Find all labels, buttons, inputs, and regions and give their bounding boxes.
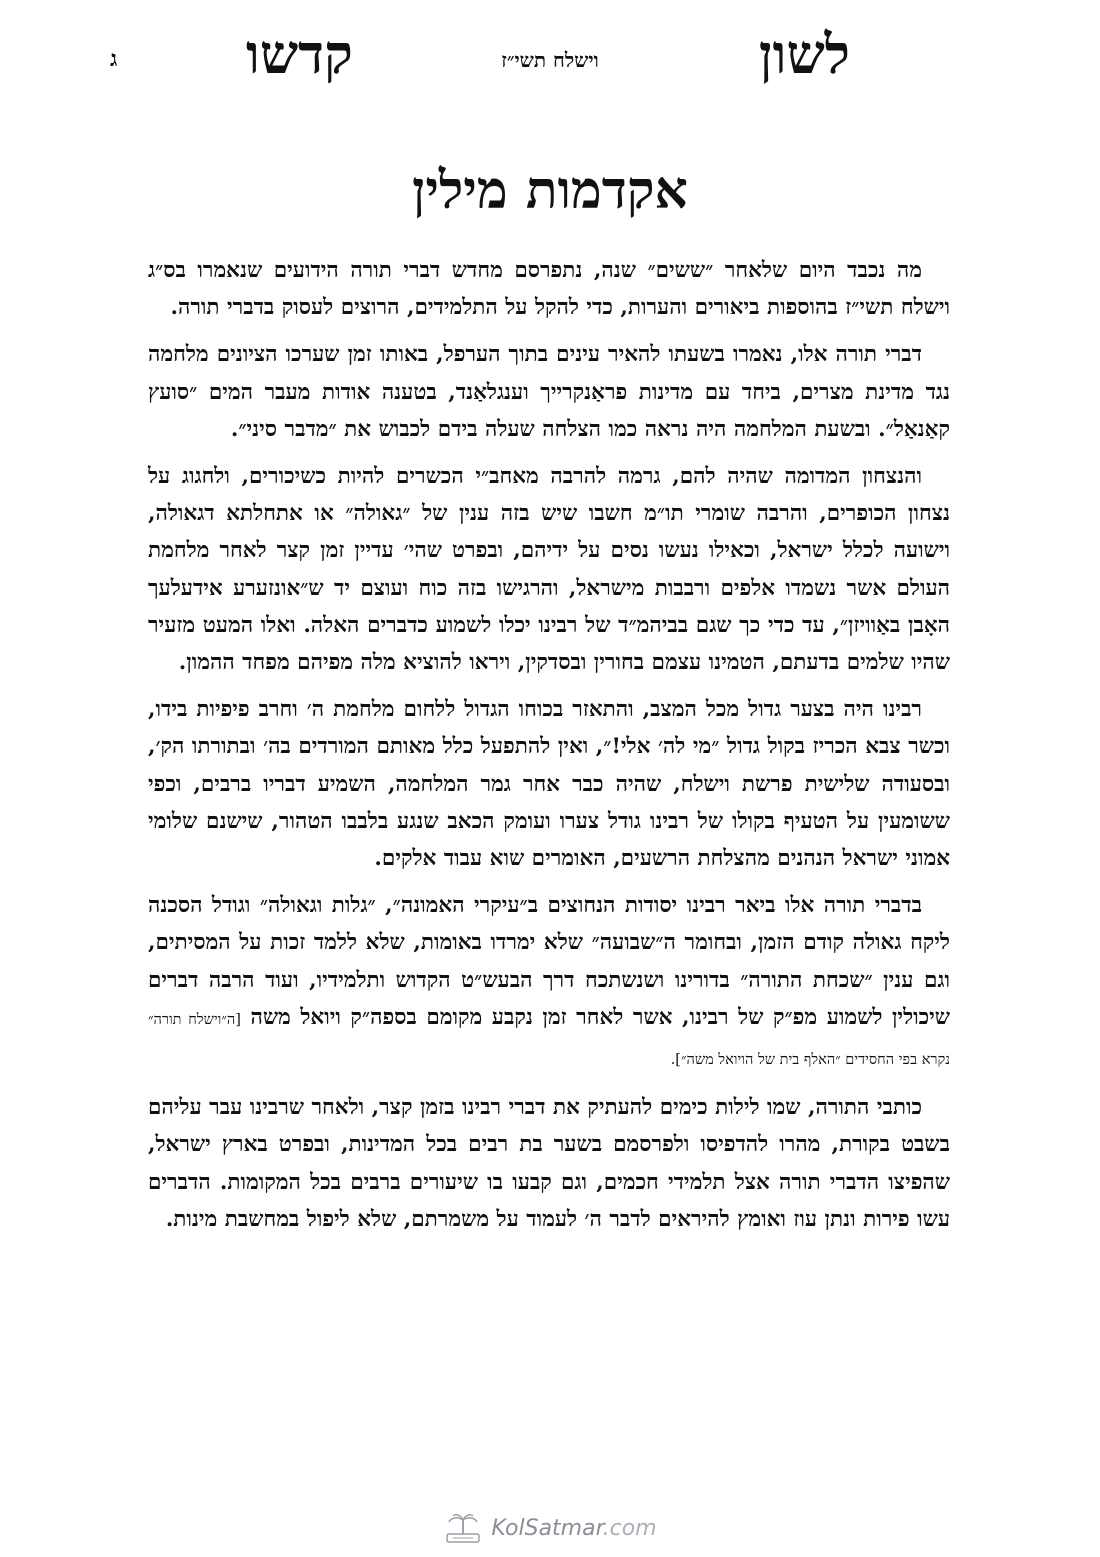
paragraph-5-text: בדברי תורה אלו ביאר רבינו יסודות הנחוצים ב״עיקרי האמונה״, ״גלות וגאולה״ וגודל הסכנה ליקח גאולה קודם הזמן, ובחומר ה״שבועה״ שלא ימרדו באומות, שלא ללמד זכות על המסיתים, וגם ענין ״שכחת התורה״ בדורינו ושנשתכח דרך הבעש״ט הקדוש ותלמידיו, ועוד הרבה דברים שיכולין לשמוע מפ״ק של רבינו, אשר לאחר זמן נקבע מקומם בספה״ק ויואל משה [148,893,950,1030]
watermark-text [491,1516,656,1541]
watermark [0,1510,1100,1546]
palm-tree-logo-icon [443,1512,483,1544]
page-title: אקדמות מילין [412,160,688,221]
paragraph-1: מה נכבד היום שלאחר ״ששים״ שנה, נתפרסם מחדש דברי תורה הידועים שנאמרו בס״ג וישלח תשי״ז בהוספות ביאורים והערות, כדי להקל על התלמידים, הרוצים לעסוק בדברי תורה. [148,258,950,321]
watermark-domain: .com [602,1515,657,1541]
header-parsha-year: וישלח תשי״ז [501,48,599,72]
header-right-word: לשון [758,22,850,86]
body-text [148,252,950,1248]
paragraph-6: כותבי התורה, שמו לילות כימים להעתיק את דברי רבינו בזמן קצר, ולאחר שרבינו עבר עליהם בשבט בקורת, מהרו להדפיסו ולפרסמם בשער בת רבים בכל המדינות, ובפרט בארץ ישראל, שהפיצו הדברי תורה אצל תלמידי חכמים, וגם קבעו בו שיעורים ברבים בכל המקומות. הדברים עשו פירות ונתן עוז ואומץ להיראים לדבר ה׳ לעמוד על משמרתם, שלא ליפול במחשבת מינות. [148,1095,950,1232]
paragraph-5 [148,887,950,1079]
paragraph-2: דברי תורה אלו, נאמרו בשעתו להאיר עינים בתוך הערפל, באותו זמן שערכו הציונים מלחמה נגד מדינת מצרים, ביחד עם מדינות פראַנקרייך וענגלאַנד, בטענה אודות מעבר המים ״סועץ קאַנאַל״. ובשעת המלחמה היה נראה כמו הצלחה שעלה בידם לכבוש את ״מדבר סיני״. [148,342,950,442]
page-number: ג [110,46,118,72]
bracketed-note: [ה״וישלח תורה״ נקרא בפי החסידים ״האלף בית של הויואל משה״]. [148,1011,950,1069]
header-left-word: קדשו [246,22,353,86]
running-header [0,18,1100,98]
watermark-brand: KolSatmar [491,1515,603,1541]
paragraph-3: והנצחון המדומה שהיה להם, גרמה להרבה מאחב״י הכשרים להיות כשיכורים, ולחגוג על נצחון הכופרים, והרבה שומרי תו״מ חשבו שיש בזה ענין של ״גאולה״ או אתחלתא דגאולה, וישועה לכלל ישראל, וכאילו נעשו נסים על ידיהם, ובפרט שהי׳ עדיין זמן קצר לאחר מלחמת העולם אשר נשמדו אלפים ורבבות מישראל, והרגישו בזה כוח ועוצם יד ש״אונזערע אידעלעך האָבן באַוויזן״, עד כדי כך שגם בביהמ״ד של רבינו יכלו לשמוע כדברים האלה. ואלו המעט מזעיר שהיו שלמים בדעתם, הטמינו עצמם בחורין ובסדקין, ויראו להוציא מלה מפיהם מפחד ההמון. [148,464,950,676]
paragraph-4: רבינו היה בצער גדול מכל המצב, והתאזר בכוחו הגדול ללחום מלחמת ה׳ וחרב פיפיות בידו, וכשר צבא הכריז בקול גדול ״מי לה׳ אלי!״, ואין להתפעל כלל מאותם המורדים בה׳ ובתורתו הק׳, ובסעודה שלישית פרשת וישלח, שהיה כבר אחר גמר המלחמה, השמיע דבריו ברבים, וכפי ששומעין על הטעיף בקולו של רבינו גודל צערו ועומק הכאב שנגע בלבבו הטהור, שישנם שלומי אמוני ישראל הנהנים מהצלחת הרשעים, האומרים שוא עבוד אלקים. [148,697,950,872]
